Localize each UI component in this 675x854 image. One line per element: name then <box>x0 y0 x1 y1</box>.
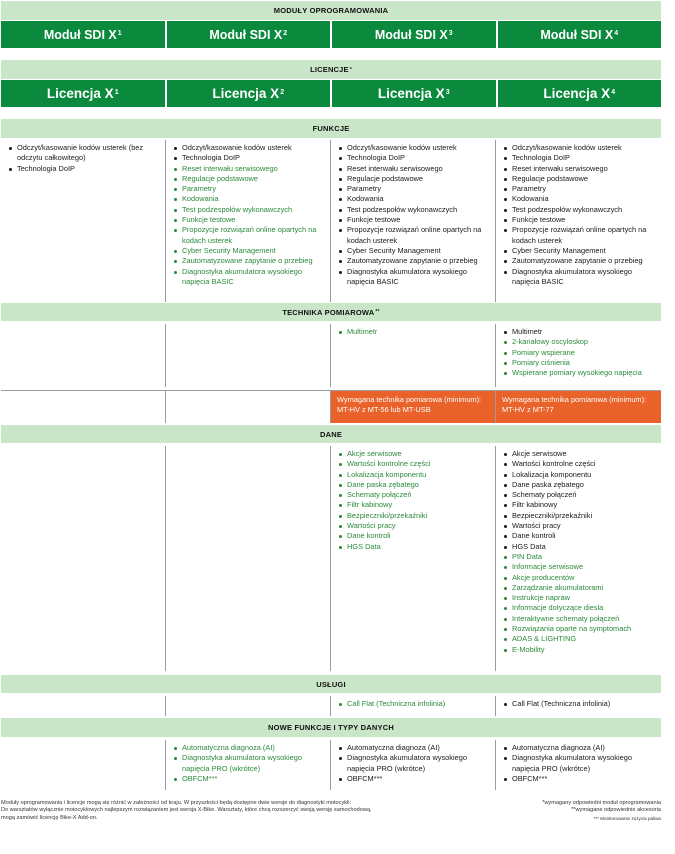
list-item: Technologia DoIP <box>504 153 657 163</box>
list-item: Rozwiązania oparte na symptomach <box>504 624 657 634</box>
list-item: Informacje serwisowe <box>504 562 657 572</box>
feature-list <box>9 143 161 174</box>
list-item: Diagnostyka akumulatora wysokiego napięcia PRO (wkrótce) <box>504 753 657 774</box>
list-item: Propozycje rozwiązań online opartych na kodach usterek <box>339 225 491 246</box>
list-item: Odczyt/kasowanie kodów usterek <box>504 143 657 153</box>
funkcje-col-3 <box>331 140 496 302</box>
list-item: Bezpieczniki/przekaźniki <box>504 511 657 521</box>
list-item: Akcje producentów <box>504 573 657 583</box>
nowe-col-4 <box>496 740 661 790</box>
modules-band <box>1 1 661 20</box>
list-item: Zautomatyzowane zapytanie o przebieg <box>504 256 657 266</box>
list-item: Funkcje testowe <box>174 215 326 225</box>
list-item: Parametry <box>504 184 657 194</box>
list-item: ADAS & LIGHTING <box>504 634 657 644</box>
list-item: Instrukcje napraw <box>504 593 657 603</box>
list-item: Zautomatyzowane zapytanie o przebieg <box>339 256 491 266</box>
technika-required-1 <box>1 391 166 423</box>
technika-required-3: Wymagana technika pomiarowa (minimum): MT-HV z MT-56 lub MT-USB <box>331 391 496 423</box>
list-item: Regulacje podstawowe <box>504 174 657 184</box>
list-item: Pomiary wspierane <box>504 348 657 358</box>
funkcje-col-1 <box>1 140 166 302</box>
footer-note: Moduły oprogramowania i licencje mogą się różnić w zależności od kraju. W przyszłości będą dostępne dwie wersje do diagnostyki motocykli: Do warsztatów wyłącznie motocyklowych najlepszym rozwiązaniem jest wersja X-Bike. Warsztaty, które chcą rozszerzyć swoją wersję samochodową, mogą zamówić licencję Bike-X Add-on. <box>1 800 372 821</box>
list-item: Lokalizacja komponentu <box>504 470 657 480</box>
list-item: Parametry <box>339 184 491 194</box>
list-item: Wartości kontrolne części <box>504 459 657 469</box>
dane-col-2 <box>166 446 331 671</box>
list-item: Test podzespołów wykonawczych <box>504 205 657 215</box>
uslugi-col-3 <box>331 696 496 716</box>
list-item: Pomiary ciśnienia <box>504 358 657 368</box>
list-item: Diagnostyka akumulatora wysokiego napięcia BASIC <box>504 267 657 288</box>
feature-list <box>339 327 491 337</box>
list-item: Wartości pracy <box>339 521 491 531</box>
list-item: Akcje serwisowe <box>504 449 657 459</box>
list-item: Parametry <box>174 184 326 194</box>
section-technika: TECHNIKA POMIAROWA ** <box>1 303 661 321</box>
module-4: Moduł SDI X $^4$ <box>498 21 662 48</box>
list-item: Lokalizacja komponentu <box>339 470 491 480</box>
list-item: Reset interwału serwisowego <box>174 164 326 174</box>
list-item: Dane kontroli <box>504 531 657 541</box>
list-item: Diagnostyka akumulatora wysokiego napięcia PRO (wkrótce) <box>174 753 326 774</box>
funkcje-row <box>1 140 661 302</box>
nowe-row <box>1 740 661 790</box>
list-item: Diagnostyka akumulatora wysokiego napięcia BASIC <box>339 267 491 288</box>
module-1: Moduł SDI X $^1$ <box>1 21 165 48</box>
list-item: Wartości kontrolne części <box>339 459 491 469</box>
list-item: Akcje serwisowe <box>339 449 491 459</box>
technika-col-4 <box>496 324 661 387</box>
nowe-col-2 <box>166 740 331 790</box>
list-item: Informacje dotyczące diesla <box>504 603 657 613</box>
nowe-col-1 <box>1 740 166 790</box>
licenses-band-label: LICENCJE <box>310 65 349 74</box>
list-item: Schematy połączeń <box>339 490 491 500</box>
technika-col-2 <box>166 324 331 387</box>
list-item: Funkcje testowe <box>339 215 491 225</box>
dane-col-4 <box>496 446 661 671</box>
module-3: Moduł SDI X $^3$ <box>332 21 496 48</box>
list-item: Multimetr <box>504 327 657 337</box>
list-item: Dane kontroli <box>339 531 491 541</box>
list-item: Diagnostyka akumulatora wysokiego napięcia BASIC <box>174 267 326 288</box>
list-item: PIN Data <box>504 552 657 562</box>
list-item: Regulacje podstawowe <box>174 174 326 184</box>
feature-list <box>504 143 657 287</box>
license-2: Licencja X $^2$ <box>167 80 331 107</box>
nowe-col-3 <box>331 740 496 790</box>
uslugi-col-4 <box>496 696 661 716</box>
section-nowe: NOWE FUNKCJE I TYPY DANYCH <box>1 718 661 737</box>
section-funkcje: FUNKCJE <box>1 119 661 138</box>
feature-list <box>174 743 326 784</box>
list-item: Odczyt/kasowanie kodów usterek <box>339 143 491 153</box>
list-item: Technologia DoIP <box>174 153 326 163</box>
dane-row <box>1 446 661 671</box>
list-item: Regulacje podstawowe <box>339 174 491 184</box>
list-item: Cyber Security Management <box>174 246 326 256</box>
list-item: Call Flat (Techniczna infolinia) <box>504 699 657 709</box>
list-item: HGS Data <box>504 542 657 552</box>
list-item: Bezpieczniki/przekaźniki <box>339 511 491 521</box>
list-item: Dane paska zębatego <box>504 480 657 490</box>
list-item: Dane paska zębatego <box>339 480 491 490</box>
funkcje-col-4 <box>496 140 661 302</box>
dane-col-3 <box>331 446 496 671</box>
list-item: Test podzespołów wykonawczych <box>174 205 326 215</box>
technika-required-4: Wymagana technika pomiarowa (minimum): MT-HV z MT-77 <box>496 391 661 423</box>
list-item: Propozycje rozwiązań online opartych na kodach usterek <box>174 225 326 246</box>
list-item: Zautomatyzowane zapytanie o przebieg <box>174 256 326 266</box>
feature-list <box>504 327 657 378</box>
list-item: Odczyt/kasowanie kodów usterek (bez odczytu całkowitego) <box>9 143 161 164</box>
uslugi-col-1 <box>1 696 166 716</box>
list-item: Interaktywne schematy połączeń <box>504 614 657 624</box>
list-item: Schematy połączeń <box>504 490 657 500</box>
licenses-row <box>1 80 661 107</box>
list-item: Automatyczna diagnoza (AI) <box>504 743 657 753</box>
list-item: Odczyt/kasowanie kodów usterek <box>174 143 326 153</box>
modules-row <box>1 21 661 48</box>
module-2: Moduł SDI X $^2$ <box>167 21 331 48</box>
technika-col-3 <box>331 324 496 387</box>
feature-list <box>339 699 491 709</box>
funkcje-col-2 <box>166 140 331 302</box>
feature-list <box>504 699 657 709</box>
list-item: Filtr kabinowy <box>339 500 491 510</box>
footer-legend: *wymagany odpowiedni moduł oprogramowania **wymagane odpowiednie akcesoria *** Monitorowanie zużycia paliwa <box>542 800 661 821</box>
license-4: Licencja X $^4$ <box>498 80 662 107</box>
feature-list <box>504 743 657 784</box>
list-item: Kodowania <box>339 194 491 204</box>
feature-list <box>339 143 491 287</box>
technika-required-row <box>1 390 661 423</box>
list-item: Kodowania <box>174 194 326 204</box>
section-uslugi: USŁUGI <box>1 675 661 693</box>
technika-col-1 <box>1 324 166 387</box>
list-item: Technologia DoIP <box>9 164 161 174</box>
feature-list <box>339 743 491 784</box>
list-item: Zarządzanie akumulatorami <box>504 583 657 593</box>
technika-required-2 <box>166 391 331 423</box>
section-dane: DANE <box>1 425 661 443</box>
list-item: HGS Data <box>339 542 491 552</box>
dane-col-1 <box>1 446 166 671</box>
list-item: Test podzespołów wykonawczych <box>339 205 491 215</box>
list-item: Diagnostyka akumulatora wysokiego napięcia PRO (wkrótce) <box>339 753 491 774</box>
list-item: Automatyczna diagnoza (AI) <box>174 743 326 753</box>
uslugi-row <box>1 696 661 716</box>
list-item: Call Flat (Techniczna infolinia) <box>339 699 491 709</box>
list-item: Wartości pracy <box>504 521 657 531</box>
licenses-band: LICENCJE * <box>1 60 661 79</box>
list-item: Reset interwału serwisowego <box>504 164 657 174</box>
list-item: Reset interwału serwisowego <box>339 164 491 174</box>
list-item: OBFCM*** <box>339 774 491 784</box>
list-item: 2-kanałowy oscyloskop <box>504 337 657 347</box>
list-item: Technologia DoIP <box>339 153 491 163</box>
list-item: Wspierane pomiary wysokiego napięcia <box>504 368 657 378</box>
license-1: Licencja X $^1$ <box>1 80 165 107</box>
list-item: E-Mobility <box>504 645 657 655</box>
list-item: Cyber Security Management <box>504 246 657 256</box>
list-item: Kodowania <box>504 194 657 204</box>
list-item: Propozycje rozwiązań online opartych na kodach usterek <box>504 225 657 246</box>
feature-list <box>504 449 657 655</box>
feature-list <box>339 449 491 552</box>
list-item: OBFCM*** <box>174 774 326 784</box>
list-item: Filtr kabinowy <box>504 500 657 510</box>
list-item: Multimetr <box>339 327 491 337</box>
uslugi-col-2 <box>166 696 331 716</box>
feature-list <box>174 143 326 287</box>
list-item: Funkcje testowe <box>504 215 657 225</box>
technika-row <box>1 324 661 387</box>
list-item: OBFCM*** <box>504 774 657 784</box>
modules-band-label: MODUŁY OPROGRAMOWANIA <box>273 6 389 15</box>
license-3: Licencja X $^3$ <box>332 80 496 107</box>
list-item: Automatyczna diagnoza (AI) <box>339 743 491 753</box>
list-item: Cyber Security Management <box>339 246 491 256</box>
